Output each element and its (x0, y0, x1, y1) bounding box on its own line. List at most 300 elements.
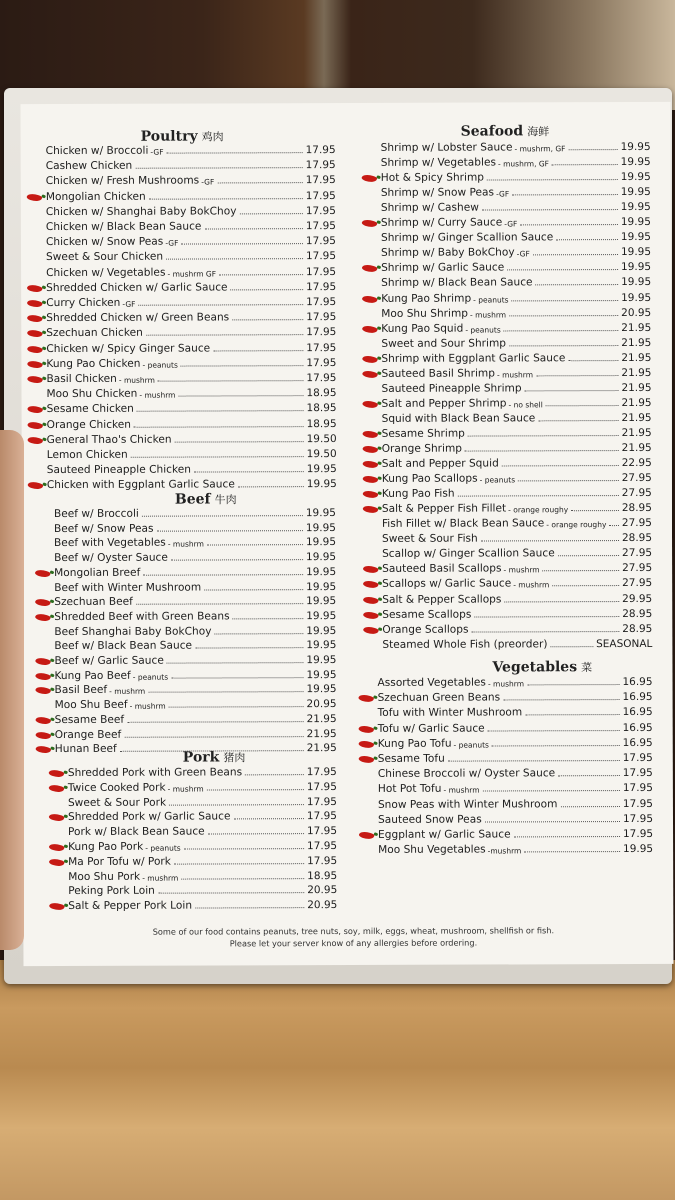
menu-item-price: 16.95 (622, 706, 653, 719)
menu-item-note: - mushrm (167, 539, 204, 550)
menu-item-price: 17.95 (305, 174, 336, 187)
menu-item-price: 17.95 (306, 795, 337, 808)
menu-item-name: Moo Shu Pork (68, 870, 141, 883)
chili-pepper-icon (361, 263, 377, 274)
dot-leader (507, 269, 618, 270)
dot-leader (195, 647, 303, 648)
menu-item-note: - mushrm, GF (497, 159, 549, 169)
dot-leader (525, 714, 619, 715)
menu-item (55, 725, 337, 741)
menu-item-price: 21.95 (621, 441, 652, 455)
menu-item-price: 17.95 (305, 159, 336, 172)
menu-item (68, 793, 337, 809)
dot-leader (124, 736, 303, 738)
dot-leader (520, 224, 618, 225)
dot-leader (238, 487, 304, 488)
menu-item-note: - mushrm (487, 679, 525, 689)
menu-item (378, 764, 653, 780)
menu-item-price: 17.95 (305, 204, 336, 217)
menu-item-price: 17.95 (622, 797, 653, 810)
menu-item-price: 17.95 (307, 840, 338, 853)
menu-item-price: 19.95 (621, 276, 652, 289)
menu-item-note: - mushrm (167, 784, 204, 794)
menu-item (382, 559, 652, 575)
menu-item-name: Shrimp w/ Lobster Sauce (380, 141, 513, 154)
menu-item-name: Sauteed Pineapple Shrimp (381, 382, 522, 395)
menu-item-price: 19.95 (306, 565, 337, 578)
menu-item-note: - mushrm (443, 785, 480, 796)
menu-item-price: 21.95 (621, 351, 652, 364)
menu-item-price: 19.95 (623, 843, 654, 856)
chili-pepper-icon (35, 715, 51, 726)
menu-item-name: Moo Shu Beef (54, 698, 128, 712)
menu-item-price: 21.95 (621, 381, 652, 394)
menu-item (378, 810, 653, 826)
dot-leader (527, 684, 619, 685)
menu-item-name: Beef w/ Black Bean Sauce (54, 639, 193, 653)
chili-pepper-icon (362, 459, 378, 470)
chili-pepper-icon (48, 783, 64, 794)
section-title-text: Pork (182, 749, 220, 766)
menu-item (54, 563, 336, 579)
chili-pepper-icon (35, 656, 51, 667)
menu-item-name: Peking Pork Loin (68, 885, 155, 898)
menu-item-note: - peanuts (465, 325, 501, 335)
dot-leader (166, 259, 303, 260)
menu-item (382, 574, 652, 590)
menu-item-name: Curry Chicken (46, 296, 121, 310)
menu-item (381, 153, 651, 169)
menu-item (54, 578, 336, 594)
dot-leader (148, 692, 303, 694)
chili-pepper-icon (363, 594, 379, 605)
menu-item-name: Kung Pao Beef (54, 669, 131, 682)
menu-item-price: 19.95 (620, 186, 651, 199)
menu-item (382, 544, 652, 560)
menu-right-column (355, 102, 660, 857)
menu-item-price: 16.95 (622, 675, 653, 689)
chili-pepper-icon (35, 612, 51, 623)
dot-leader (142, 515, 303, 517)
dot-leader (502, 465, 619, 466)
menu-item-price: 19.95 (306, 478, 337, 491)
menu-item-price: 19.95 (306, 668, 337, 681)
menu-item-price: 18.95 (306, 417, 337, 430)
menu-item-price: 17.95 (306, 780, 337, 793)
chili-pepper-icon (362, 444, 378, 455)
dot-leader (169, 804, 304, 805)
menu-item-name: Kung Pao Chicken (46, 357, 141, 370)
menu-item-name: Salt & Pepper Pork Loin (68, 899, 193, 913)
menu-item-price: 19.95 (620, 261, 652, 274)
menu-item-name: Basil Beef (54, 684, 108, 697)
menu-item-price: 17.95 (306, 265, 337, 278)
chili-pepper-icon (27, 480, 43, 491)
menu-item-note: -mushrm (487, 846, 522, 856)
menu-item-note: - peanuts (145, 843, 181, 853)
menu-item-note: - peanuts (132, 672, 169, 682)
dot-leader (217, 183, 302, 184)
dot-leader (158, 893, 304, 895)
dot-leader (468, 435, 619, 437)
dot-leader (136, 603, 303, 605)
dot-leader (213, 350, 303, 351)
menu-item-name: Shredded Pork w/ Garlic Sauce (67, 810, 231, 824)
menu-item-price: 17.95 (305, 189, 336, 202)
chili-pepper-icon (362, 369, 378, 380)
menu-item (68, 881, 337, 897)
chili-pepper-icon (362, 399, 378, 410)
menu-item-price: 21.95 (306, 712, 337, 725)
menu-item (382, 529, 652, 545)
dot-leader (169, 706, 304, 707)
dot-leader (181, 243, 303, 244)
dot-leader (538, 420, 618, 421)
dot-leader (146, 335, 303, 337)
chili-pepper-icon (27, 435, 43, 446)
chili-pepper-icon (362, 504, 378, 515)
menu-item (381, 138, 651, 154)
menu-item (382, 409, 652, 425)
menu-item (46, 247, 336, 263)
menu-item-price: 27.95 (621, 472, 652, 485)
menu-item-price: 19.95 (306, 609, 337, 623)
menu-item (381, 349, 651, 365)
menu-item-price: 28.95 (622, 607, 653, 620)
menu-item (381, 303, 651, 319)
menu-item (46, 141, 336, 157)
menu-item-name: Sweet and Sour Shrimp (381, 337, 507, 350)
chili-pepper-icon (358, 754, 374, 765)
menu-item-name: Hunan Beef (54, 742, 117, 756)
dot-leader (219, 274, 303, 275)
dot-leader (232, 319, 303, 320)
menu-item-note: - peanuts (473, 294, 509, 305)
menu-item-note: - mushrm (470, 309, 507, 320)
chili-pepper-icon (27, 344, 43, 355)
section-title-text: Seafood (460, 123, 524, 140)
menu-item-name: Shrimp w/ Curry Sauce (380, 216, 503, 230)
menu-item (54, 548, 336, 564)
menu-item (381, 364, 651, 380)
chili-pepper-icon (362, 429, 378, 440)
menu-item (55, 680, 337, 696)
menu-item-price: 17.95 (307, 854, 338, 867)
menu-item-name: Sauteed Pineapple Chicken (46, 463, 191, 477)
menu-item (382, 514, 652, 530)
menu-item-name: Salt & Pepper Fish Fillet (381, 502, 507, 516)
menu-item-price: 21.95 (621, 366, 652, 379)
menu-item-price: 21.95 (621, 411, 652, 424)
dot-leader (481, 540, 619, 541)
dot-leader (233, 819, 303, 820)
section-title-chinese: 菜 (581, 661, 593, 675)
menu-item (46, 156, 336, 172)
menu-item-price: 17.95 (306, 311, 337, 324)
menu-item-note: -GF (122, 299, 136, 309)
dot-leader (458, 495, 619, 497)
menu-item (381, 258, 651, 274)
menu-item-note: - peanuts (479, 475, 516, 485)
menu-item-note: - mushrm (118, 375, 155, 385)
chili-pepper-icon (362, 474, 378, 485)
menu-item-price: 18.95 (306, 402, 337, 415)
menu-item-name: Sauteed Snow Peas (377, 813, 482, 826)
menu-item-name: Shrimp w/ Baby BokChoy (380, 246, 515, 260)
menu-item-name: Shrimp with Eggplant Garlic Sauce (381, 351, 566, 365)
section-title-text: Poultry (140, 128, 198, 145)
chili-pepper-icon (361, 173, 377, 184)
dot-leader (181, 365, 303, 366)
menu-item-price: 17.95 (622, 751, 653, 765)
dot-leader (245, 774, 304, 775)
dot-leader (465, 450, 619, 452)
menu-item-price: 17.95 (306, 766, 337, 779)
chili-pepper-icon (27, 404, 43, 415)
menu-item-note: - mushrm (109, 687, 146, 697)
dot-leader (485, 821, 620, 822)
menu-item-name: Shrimp w/ Ginger Scallion Sauce (380, 231, 554, 245)
menu-item-note: - mushrm GF (167, 269, 217, 279)
dot-leader (208, 833, 304, 834)
chili-pepper-icon (35, 744, 51, 755)
menu-item-price: 19.95 (305, 551, 337, 564)
menu-item-name: Orange Scallops (382, 623, 469, 636)
menu-item (381, 228, 651, 244)
menu-item-note: - mushrm (142, 873, 179, 883)
menu-item-name: Kung Pao Fish (381, 487, 455, 501)
menu-item-name: Chicken w/ Snow Peas (45, 235, 164, 249)
menu-item-price: 27.95 (622, 577, 653, 590)
menu-item-name: Pork w/ Black Bean Sauce (68, 825, 205, 839)
menu-item (55, 695, 337, 711)
menu-item-name: Chicken w/ Fresh Mushrooms (45, 174, 200, 188)
menu-item (46, 202, 336, 218)
menu-item-name: Chicken w/ Broccoli (45, 144, 149, 158)
menu-item-price: 27.95 (621, 517, 652, 530)
menu-item-price: 27.95 (621, 487, 652, 500)
menu-item-price: 17.95 (622, 767, 653, 780)
chili-pepper-icon (27, 374, 43, 385)
dot-leader (448, 760, 620, 762)
menu-item (46, 384, 336, 400)
dot-leader (134, 426, 304, 428)
menu-item-name: Moo Shu Vegetables (378, 843, 486, 857)
dot-leader (503, 699, 619, 700)
dot-leader (158, 380, 303, 382)
menu-item-note: -GF (496, 189, 510, 199)
dot-leader (149, 198, 303, 200)
menu-item-name: Sweet & Sour Chicken (46, 251, 164, 264)
menu-item-price: 17.95 (622, 782, 653, 795)
dot-leader (558, 555, 619, 556)
chili-pepper-icon (361, 218, 377, 229)
menu-item-name: Kung Pao Squid (381, 322, 464, 335)
menu-item (381, 319, 651, 335)
dot-leader (171, 677, 303, 678)
menu-item-note: -GF (165, 238, 179, 248)
menu-item (381, 334, 651, 350)
section-title-text: Beef (174, 491, 211, 508)
menu-item-name: Lemon Chicken (46, 448, 128, 462)
menu-item (46, 323, 336, 339)
dot-leader (167, 662, 304, 663)
chili-pepper-icon (27, 359, 43, 370)
menu-item-name: Chinese Broccoli w/ Oyster Sauce (377, 767, 556, 781)
menu-item-price: 28.95 (621, 532, 653, 545)
menu-item-name: Moo Shu Chicken (46, 387, 138, 401)
dot-leader (550, 646, 593, 647)
menu-item (382, 439, 652, 455)
chili-pepper-icon (27, 328, 43, 339)
menu-item-name: Sesame Tofu (377, 752, 445, 765)
section-title-chinese: 猪肉 (223, 751, 246, 765)
menu-item-price: SEASONAL (596, 637, 653, 650)
menu-item-price: 19.95 (620, 216, 651, 229)
menu-item-name: Beef with Winter Mushroom (54, 581, 202, 594)
menu-item-price: 17.95 (306, 326, 337, 339)
chili-pepper-icon (48, 842, 64, 853)
dot-leader (175, 441, 304, 442)
menu-item-price: 21.95 (306, 727, 337, 740)
dot-leader (568, 149, 617, 150)
menu-item-name: Eggplant w/ Garlic Sauce (378, 828, 511, 841)
menu-item-price: 28.95 (622, 622, 653, 635)
menu-item (382, 589, 652, 605)
dot-leader (472, 631, 620, 633)
menu-item (382, 424, 652, 440)
dot-leader (204, 589, 303, 590)
dot-leader (571, 510, 619, 511)
dot-leader (568, 360, 618, 361)
menu-item-name: Shrimp w/ Vegetables (380, 156, 497, 169)
dot-leader (482, 209, 618, 210)
menu-item (382, 604, 652, 620)
menu-item (382, 469, 652, 485)
menu-item (381, 379, 651, 395)
menu-item-price: 16.95 (622, 721, 653, 734)
menu-item (54, 607, 336, 623)
menu-item-name: Cashew Chicken (45, 159, 133, 173)
menu-item-name: Sweet & Sour Fish (381, 532, 478, 546)
dot-leader (504, 601, 619, 602)
menu-item-name: Ma Por Tofu w/ Pork (68, 855, 171, 868)
menu-item-name: Scallop w/ Ginger Scallion Sauce (382, 547, 555, 561)
chili-pepper-icon (26, 298, 42, 309)
dot-leader (552, 164, 618, 165)
menu-item-note: - orange roughy (508, 505, 569, 515)
menu-item-price: 17.95 (306, 825, 338, 838)
menu-item-name: Sauteed Basil Scallops (382, 562, 502, 576)
menu-item (46, 217, 336, 233)
menu-item-name: Beef w/ Broccoli (53, 507, 139, 521)
dot-leader (512, 300, 619, 301)
chili-pepper-icon (26, 283, 42, 294)
menu-item-name: Beef Shanghai Baby BokChoy (54, 625, 212, 638)
menu-item-name: Shrimp w/ Garlic Sauce (381, 261, 505, 275)
dot-leader (558, 775, 620, 776)
menu-item-price: 17.95 (305, 235, 336, 248)
menu-item (378, 825, 653, 841)
menu-item-price: 19.95 (620, 246, 652, 259)
menu-item-name: Sesame Chicken (46, 403, 134, 416)
dot-leader (181, 878, 304, 879)
menu-item (381, 273, 651, 289)
menu-item-name: Sesame Shrimp (381, 427, 465, 440)
menu-item-note: - mushrm (139, 390, 176, 400)
menu-item-name: Beef w/ Snow Peas (53, 522, 154, 535)
menu-item-name: Tofu with Winter Mushroom (377, 706, 523, 720)
chili-pepper-icon (362, 353, 378, 364)
menu-item-name: Shredded Chicken w/ Green Beans (46, 311, 230, 325)
menu-item (68, 852, 337, 868)
chili-pepper-icon (358, 830, 374, 841)
menu-item-price: 19.95 (306, 580, 337, 593)
menu-item (46, 369, 336, 385)
menu-item-note: - peanuts (142, 360, 178, 370)
menu-item-price: 20.95 (307, 884, 338, 897)
dot-leader (474, 616, 619, 618)
menu-item (68, 837, 337, 853)
menu-item-note: - peanuts (453, 740, 489, 750)
menu-item (381, 168, 651, 184)
dot-leader (207, 789, 304, 790)
menu-item-name: Szechuan Chicken (46, 327, 143, 340)
chili-pepper-icon (363, 624, 379, 635)
menu-item (382, 484, 652, 500)
section-title-seafood (461, 123, 550, 139)
menu-item (378, 734, 653, 750)
menu-item-price: 19.95 (306, 463, 337, 476)
menu-item-price: 17.95 (306, 356, 337, 369)
chili-pepper-icon (35, 597, 51, 608)
menu-item (68, 867, 337, 883)
dot-leader (239, 213, 302, 214)
menu-item-name: Hot & Spicy Shrimp (380, 171, 485, 184)
dot-leader (233, 618, 304, 619)
menu-item (46, 278, 336, 294)
menu-item-price: 19.50 (306, 448, 337, 461)
menu-item (54, 622, 336, 638)
dot-leader (194, 471, 304, 472)
menu-item-price: 19.95 (620, 201, 651, 214)
menu-item-price: 17.95 (622, 812, 654, 825)
menu-item-price: 19.95 (306, 654, 337, 667)
dot-leader (492, 745, 620, 746)
menu-item-price: 19.95 (621, 291, 652, 304)
menu-item-price: 21.95 (621, 336, 652, 349)
menu-item-name: Fish Fillet w/ Black Bean Sauce (381, 517, 545, 531)
menu-item-price: 16.95 (622, 736, 653, 749)
menu-item (54, 636, 336, 652)
menu-item-price: 21.95 (306, 742, 337, 755)
menu-item-price: 19.95 (305, 536, 337, 549)
dot-leader (514, 836, 620, 837)
menu-item-note: - mushrm, GF (514, 144, 566, 154)
section-title-chinese: 海鲜 (527, 125, 550, 139)
menu-item-name: Shrimp w/ Black Bean Sauce (381, 276, 533, 290)
menu-item-name: Salt and Pepper Shrimp (381, 397, 507, 410)
dot-leader (518, 480, 619, 481)
section-title-chinese: 鸡肉 (201, 130, 224, 144)
menu-item-name: Moo Shu Shrimp (381, 307, 469, 320)
menu-item (381, 243, 651, 259)
menu-item-price: 17.95 (305, 220, 336, 233)
chili-pepper-icon (363, 609, 379, 620)
chili-pepper-icon (26, 192, 42, 203)
menu-item (68, 896, 337, 912)
dot-leader (127, 721, 303, 723)
